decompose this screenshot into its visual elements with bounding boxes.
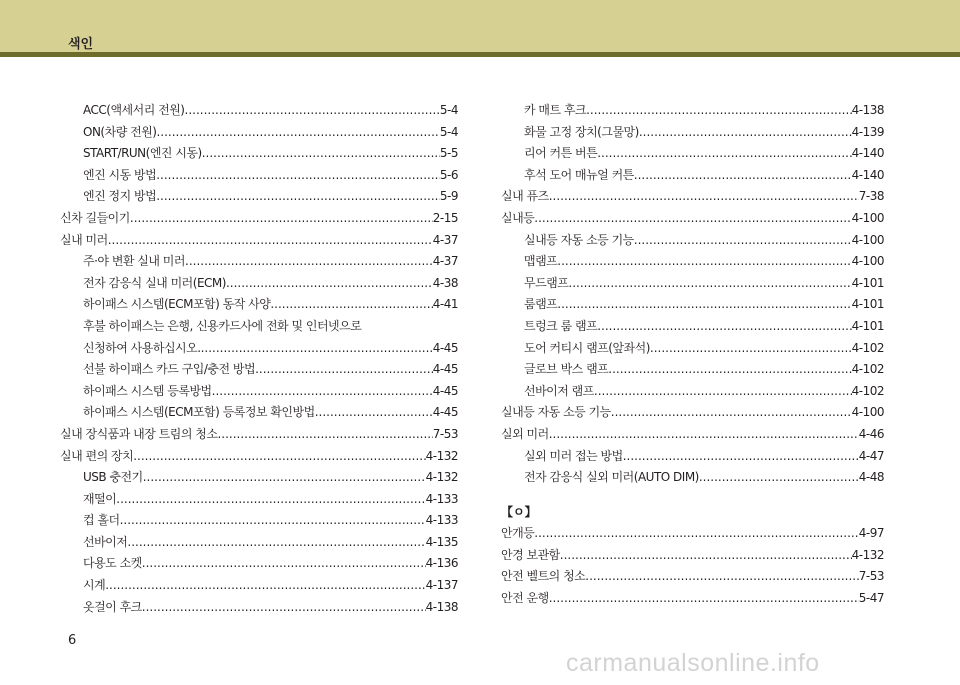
index-entry-label: 화물 고정 장치(그물망) bbox=[524, 124, 639, 139]
index-entry-label: 안전 운행 bbox=[501, 591, 549, 606]
index-entry bbox=[60, 165, 458, 187]
dot-leader bbox=[585, 566, 858, 588]
index-entry bbox=[501, 230, 884, 252]
dot-leader bbox=[255, 359, 433, 381]
dot-leader bbox=[534, 208, 851, 230]
dot-leader bbox=[597, 316, 851, 338]
index-entry-page: 4-100 bbox=[851, 254, 884, 269]
index-entry bbox=[60, 316, 458, 338]
index-entry-label: START/RUN(엔진 시동) bbox=[83, 146, 202, 161]
index-entry-page: 4-45 bbox=[432, 362, 458, 377]
index-entry bbox=[501, 338, 884, 360]
dot-leader bbox=[549, 186, 859, 208]
index-entry-page: 5-4 bbox=[439, 124, 458, 139]
index-entry-page: 4-100 bbox=[851, 210, 884, 225]
index-entry-page: 4-97 bbox=[858, 526, 884, 541]
index-entry-label: 선바이저 bbox=[83, 534, 128, 549]
index-entry-page: 4-136 bbox=[425, 556, 458, 571]
dot-leader bbox=[105, 575, 425, 597]
index-entry-label: 트렁크 룸 램프 bbox=[524, 318, 598, 333]
index-entry-label: 컵 홀더 bbox=[83, 513, 120, 528]
index-entry-page: 4-135 bbox=[425, 534, 458, 549]
index-entry-label: 하이패스 시스템 등록방법 bbox=[83, 383, 212, 398]
index-entry-page: 4-140 bbox=[851, 146, 884, 161]
index-entry-label: 카 매트 후크 bbox=[524, 103, 587, 117]
index-entry bbox=[501, 523, 884, 545]
watermark: carmanualsonline.info bbox=[566, 649, 820, 677]
dot-leader bbox=[557, 251, 851, 273]
index-entry-label: 도어 커티시 램프(앞좌석) bbox=[524, 340, 650, 355]
index-entry-label: 재떨이 bbox=[83, 491, 117, 506]
index-entry bbox=[60, 122, 458, 144]
index-entry-label: 안개등 bbox=[501, 526, 535, 541]
index-entry-page: 4-139 bbox=[851, 124, 884, 139]
index-entry-label: 다용도 소켓 bbox=[83, 556, 142, 571]
index-entry-label: 옷걸이 후크 bbox=[83, 599, 142, 614]
dot-leader bbox=[315, 402, 433, 424]
index-entry-page: 4-46 bbox=[858, 426, 884, 441]
page-header bbox=[0, 0, 960, 52]
index-entry-label: 글로브 박스 램프 bbox=[524, 362, 609, 377]
dot-leader bbox=[549, 588, 859, 610]
index-entry bbox=[501, 122, 884, 144]
index-entry-label: 실내 편의 장치 bbox=[60, 448, 134, 463]
index-entry bbox=[60, 186, 458, 208]
index-entry bbox=[60, 489, 458, 511]
index-entry-label: 안전 벨트의 청소 bbox=[501, 569, 586, 584]
index-entry-label: 엔진 시동 방법 bbox=[83, 167, 157, 182]
index-entry-label: 실내 퓨즈 bbox=[501, 189, 549, 204]
index-entry-label: 선불 하이패스 카드 구입/충전 방법 bbox=[83, 362, 256, 377]
index-entry-label: 엔진 정지 방법 bbox=[83, 189, 157, 204]
dot-leader bbox=[549, 424, 859, 446]
index-entry bbox=[60, 208, 458, 230]
index-entry bbox=[60, 100, 458, 122]
section-heading: 【ㅇ】 bbox=[501, 504, 537, 519]
index-entry bbox=[501, 294, 884, 316]
index-entry-page: 5-9 bbox=[439, 189, 458, 204]
index-entry-page: 4-100 bbox=[851, 232, 884, 247]
index-entry-page: 5-6 bbox=[439, 167, 458, 182]
index-entry bbox=[501, 251, 884, 273]
index-entry-label: 무드램프 bbox=[524, 275, 569, 290]
index-entry-label: 실내등 자동 소등 기능 bbox=[501, 405, 611, 420]
dot-leader bbox=[185, 100, 440, 122]
index-entry bbox=[60, 251, 458, 273]
index-entry-page: 4-102 bbox=[851, 340, 884, 355]
index-column-left bbox=[60, 100, 458, 618]
index-column-right bbox=[501, 100, 884, 610]
index-entry-label: 후석 도어 매뉴얼 커튼 bbox=[524, 167, 634, 182]
index-entry bbox=[501, 143, 884, 165]
index-entry-page: 4-37 bbox=[432, 232, 458, 247]
dot-leader bbox=[534, 523, 858, 545]
index-entry bbox=[60, 294, 458, 316]
index-entry bbox=[501, 381, 884, 403]
index-entry-page: 4-140 bbox=[851, 167, 884, 182]
dot-leader bbox=[130, 208, 433, 230]
index-entry-label: 실내 미러 bbox=[60, 232, 108, 247]
dot-leader bbox=[116, 489, 425, 511]
index-entry bbox=[501, 588, 884, 610]
index-entry bbox=[501, 165, 884, 187]
dot-leader bbox=[597, 143, 851, 165]
dot-leader bbox=[212, 381, 433, 403]
index-entry bbox=[60, 338, 458, 360]
index-entry-page: 4-133 bbox=[425, 491, 458, 506]
header-rule bbox=[0, 52, 960, 57]
index-list-right bbox=[501, 100, 884, 489]
index-entry-label: 하이패스 시스템(ECM포함) 등록정보 확인방법 bbox=[83, 405, 315, 420]
index-entry bbox=[60, 402, 458, 424]
index-entry-page: 4-101 bbox=[851, 297, 884, 312]
index-entry bbox=[60, 424, 458, 446]
dot-leader bbox=[557, 294, 851, 316]
dot-leader bbox=[217, 424, 432, 446]
index-entry-page: 7-53 bbox=[432, 426, 458, 441]
dot-leader bbox=[586, 100, 852, 122]
index-entry-page: 4-100 bbox=[851, 405, 884, 420]
index-entry-page: 4-132 bbox=[425, 470, 458, 485]
index-entry-page: 7-53 bbox=[858, 569, 884, 584]
index-entry bbox=[501, 566, 884, 588]
index-entry bbox=[60, 273, 458, 295]
index-entry-label: ACC(액세서리 전원) bbox=[83, 103, 185, 117]
dot-leader bbox=[634, 165, 852, 187]
index-entry-label: 실외 미러 bbox=[501, 426, 549, 441]
dot-leader bbox=[608, 359, 851, 381]
dot-leader bbox=[560, 545, 852, 567]
dot-leader bbox=[185, 251, 433, 273]
index-entry-page: 2-15 bbox=[432, 210, 458, 225]
index-entry bbox=[501, 446, 884, 468]
index-entry-page: 5-47 bbox=[858, 591, 884, 606]
index-list-section bbox=[501, 523, 884, 609]
index-entry-label: 신차 길들이기 bbox=[60, 210, 130, 225]
index-entry-page: 4-41 bbox=[432, 297, 458, 312]
dot-leader bbox=[143, 467, 426, 489]
index-entry bbox=[501, 545, 884, 567]
dot-leader bbox=[226, 273, 433, 295]
index-entry-page: 4-133 bbox=[425, 513, 458, 528]
dot-leader bbox=[650, 338, 852, 360]
index-entry-page: 4-102 bbox=[851, 362, 884, 377]
index-entry-label: 안경 보관함 bbox=[501, 547, 560, 562]
index-entry-page: 5-5 bbox=[439, 146, 458, 161]
index-entry bbox=[60, 553, 458, 575]
dot-leader bbox=[623, 446, 859, 468]
index-entry bbox=[60, 143, 458, 165]
index-entry bbox=[501, 424, 884, 446]
index-entry-page: 4-48 bbox=[858, 470, 884, 485]
index-entry bbox=[60, 532, 458, 554]
index-entry-label: 실내 장식품과 내장 트림의 청소 bbox=[60, 426, 218, 441]
index-entry-page: 4-138 bbox=[425, 599, 458, 614]
index-entry-label: 선바이저 램프 bbox=[524, 383, 594, 398]
dot-leader bbox=[156, 186, 440, 208]
dot-leader bbox=[568, 273, 851, 295]
index-entry-page: 5-4 bbox=[439, 103, 458, 117]
index-entry-label: 실외 미러 접는 방법 bbox=[524, 448, 623, 463]
header-title: 색인 bbox=[68, 37, 94, 52]
index-entry-page: 4-137 bbox=[425, 578, 458, 593]
index-entry-label: 신청하여 사용하십시오. bbox=[83, 340, 201, 355]
dot-leader bbox=[156, 165, 440, 187]
dot-leader bbox=[634, 230, 852, 252]
index-entry-page: 4-37 bbox=[432, 254, 458, 269]
index-entry-page: 4-101 bbox=[851, 318, 884, 333]
index-entry bbox=[501, 467, 884, 489]
index-entry-page: 4-45 bbox=[432, 383, 458, 398]
dot-leader bbox=[270, 294, 432, 316]
dot-leader bbox=[202, 143, 440, 165]
index-entry bbox=[60, 230, 458, 252]
dot-leader bbox=[142, 597, 426, 619]
index-entry bbox=[501, 316, 884, 338]
index-entry bbox=[501, 100, 884, 122]
index-entry bbox=[60, 510, 458, 532]
index-entry-page: 4-101 bbox=[851, 275, 884, 290]
index-entry-page: 4-132 bbox=[851, 547, 884, 562]
dot-leader bbox=[639, 122, 852, 144]
dot-leader bbox=[133, 446, 425, 468]
page-number: 6 bbox=[68, 633, 77, 648]
index-entry bbox=[60, 575, 458, 597]
dot-leader bbox=[201, 338, 433, 360]
index-entry-page: 4-47 bbox=[858, 448, 884, 463]
index-entry bbox=[60, 381, 458, 403]
index-entry bbox=[60, 597, 458, 619]
index-entry-label: 룸램프 bbox=[524, 297, 558, 312]
index-entry-label: 실내등 자동 소등 기능 bbox=[524, 232, 634, 247]
index-entry-label: USB 충전기 bbox=[83, 470, 143, 485]
index-entry bbox=[501, 208, 884, 230]
index-entry-page: 4-45 bbox=[432, 405, 458, 420]
index-entry-label: 시계 bbox=[83, 578, 106, 593]
index-entry-page: 4-38 bbox=[432, 275, 458, 290]
index-entry-label: 하이패스 시스템(ECM포함) 동작 사양 bbox=[83, 297, 271, 312]
index-entry-page: 7-38 bbox=[858, 189, 884, 204]
index-entry-page: 4-45 bbox=[432, 340, 458, 355]
index-entry-label: 후불 하이패스는 은행, 신용카드사에 전화 및 인터넷으로 bbox=[83, 318, 362, 333]
index-entry-label: ON(차량 전원) bbox=[83, 124, 157, 139]
index-entry bbox=[60, 446, 458, 468]
index-entry bbox=[501, 273, 884, 295]
index-entry bbox=[60, 467, 458, 489]
dot-leader bbox=[127, 532, 425, 554]
dot-leader bbox=[108, 230, 433, 252]
dot-leader bbox=[120, 510, 426, 532]
index-entry-label: 주·야 변환 실내 미러 bbox=[83, 254, 185, 269]
dot-leader bbox=[156, 122, 439, 144]
dot-leader bbox=[142, 553, 426, 575]
dot-leader bbox=[699, 467, 859, 489]
section-spacer bbox=[501, 489, 884, 497]
index-entry bbox=[501, 186, 884, 208]
index-entry-label: 실내등 bbox=[501, 210, 535, 225]
index-entry-label: 맵램프 bbox=[524, 254, 558, 269]
index-entry-label: 전자 감응식 실내 미러(ECM) bbox=[83, 275, 226, 290]
index-entry-label: 리어 커튼 버튼 bbox=[524, 146, 598, 161]
dot-leader bbox=[594, 381, 852, 403]
index-entry-label: 전자 감응식 실외 미러(AUTO DIM) bbox=[524, 470, 699, 485]
index-entry bbox=[501, 359, 884, 381]
dot-leader bbox=[611, 402, 852, 424]
index-entry-page: 4-132 bbox=[425, 448, 458, 463]
index-entry bbox=[501, 402, 884, 424]
index-entry bbox=[60, 359, 458, 381]
index-entry-page: 4-102 bbox=[851, 383, 884, 398]
index-entry-page: 4-138 bbox=[851, 103, 884, 117]
